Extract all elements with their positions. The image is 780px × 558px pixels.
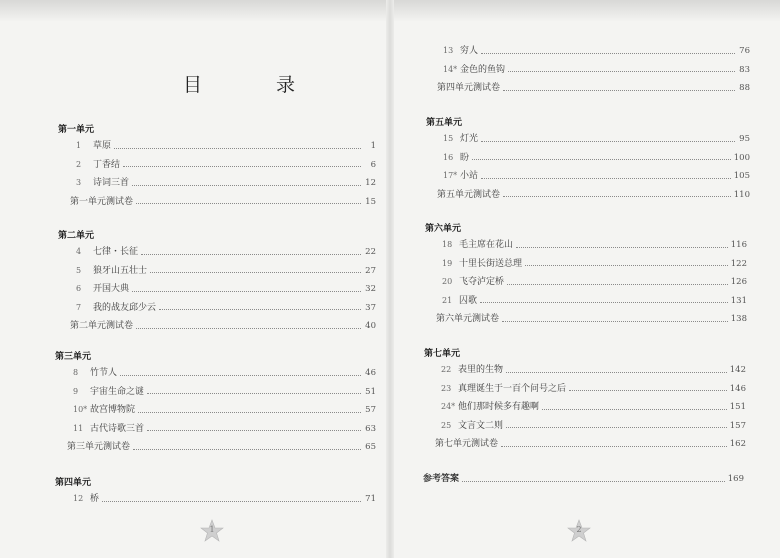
page-ref: 40 [365, 321, 376, 331]
dot-leader [508, 71, 735, 72]
page-number-star-icon [567, 519, 591, 543]
unit-test-entry[interactable] [437, 186, 750, 205]
dot-leader [114, 148, 361, 149]
page-ref: 57 [365, 405, 376, 415]
lesson-number: 25 [441, 420, 452, 430]
toc-entry[interactable] [441, 380, 746, 399]
lesson-number: 8 [73, 368, 79, 377]
dot-leader [503, 90, 735, 91]
lesson-number: 5 [76, 265, 82, 275]
lesson-number: 6 [76, 284, 82, 293]
dot-leader [136, 328, 361, 329]
toc-entry[interactable] [73, 364, 376, 383]
lesson-number: 22 [441, 365, 452, 374]
page-ref: 51 [365, 386, 376, 397]
test-title: 第四单元测试卷 [437, 83, 501, 93]
page-ref: 146 [729, 383, 746, 394]
lesson-title: 狼牙山五壮士 [93, 265, 148, 276]
toc-entry[interactable] [441, 417, 746, 436]
dot-leader [141, 254, 361, 255]
dot-leader [481, 53, 735, 54]
toc-entry[interactable] [443, 42, 750, 61]
dot-leader [506, 372, 727, 373]
page-ref: 126 [730, 277, 747, 287]
lesson-title: 我的战友邱少云 [93, 302, 157, 313]
lesson-title: 桥 [90, 494, 100, 504]
dot-leader [150, 272, 361, 273]
lesson-title: 盼 [460, 152, 470, 163]
lesson-title: 十里长街送总理 [459, 258, 523, 269]
dot-leader [147, 393, 361, 394]
toc-entry[interactable] [442, 273, 747, 292]
dot-leader [507, 284, 728, 285]
unit-2 [58, 229, 376, 336]
lesson-number: 13 [443, 46, 454, 55]
lesson-number: 21 [442, 295, 453, 305]
page-ref: 27 [365, 265, 376, 276]
lesson-number: 7 [76, 302, 82, 312]
toc-entry[interactable] [443, 130, 750, 149]
lesson-number: 15 [443, 134, 454, 143]
dot-leader [502, 321, 728, 322]
toc-entry[interactable] [441, 361, 746, 380]
unit-heading: 第一单元 [58, 125, 95, 135]
toc-entry[interactable] [76, 243, 376, 262]
lesson-number: 3 [76, 178, 82, 187]
page-ref: 83 [739, 64, 750, 75]
test-title: 第六单元测试卷 [436, 314, 500, 324]
toc-entry[interactable] [76, 280, 376, 299]
lesson-title: 古代诗歌三首 [90, 423, 145, 434]
lesson-title: 宇宙生命之谜 [90, 386, 145, 397]
unit-4 [55, 476, 376, 509]
toc-entry[interactable] [442, 255, 747, 274]
lesson-number: 9 [73, 386, 79, 396]
lesson-title: 表里的生物 [458, 365, 504, 375]
toc-entry[interactable] [76, 262, 376, 281]
page-ref: 76 [739, 46, 750, 56]
unit-heading: 第五单元 [426, 118, 463, 128]
page-ref: 142 [729, 365, 746, 375]
lesson-title: 穷人 [460, 46, 479, 56]
unit-test-entry[interactable] [435, 435, 746, 454]
unit-test-entry[interactable] [437, 79, 750, 98]
lesson-title: 文言文二则 [458, 420, 504, 431]
lesson-number: 14* [443, 64, 458, 74]
page-ref: 131 [730, 295, 747, 306]
answers-block [423, 470, 744, 489]
toc-entry[interactable] [73, 420, 376, 439]
answers-title: 参考答案 [423, 474, 460, 484]
toc-entry[interactable] [443, 149, 750, 168]
dot-leader [102, 501, 361, 502]
lesson-title: 飞夺泸定桥 [459, 277, 505, 287]
lesson-title: 毛主席在花山 [459, 240, 514, 250]
toc-entry[interactable] [76, 137, 376, 156]
lesson-title: 囚歌 [459, 295, 478, 306]
lesson-title: 真理诞生于一百个问号之后 [458, 383, 567, 394]
dot-leader [569, 390, 727, 391]
unit-heading: 第二单元 [58, 231, 95, 241]
toc-entry[interactable] [441, 398, 746, 417]
unit-test-entry[interactable] [70, 193, 376, 212]
page-ref: 15 [365, 196, 376, 207]
toc-entry[interactable] [442, 292, 747, 311]
dot-leader [501, 446, 727, 447]
page-ref: 122 [730, 258, 747, 269]
dot-leader [525, 265, 728, 266]
lesson-number: 16 [443, 152, 454, 162]
toc-entry[interactable] [443, 167, 750, 186]
dot-leader [147, 430, 361, 431]
toc-entry[interactable] [73, 401, 376, 420]
lesson-title: 灯光 [460, 134, 479, 144]
page-ref: 151 [729, 402, 746, 412]
page-ref: 12 [365, 178, 376, 188]
unit-heading: 第三单元 [55, 352, 92, 362]
page-ref: 162 [729, 439, 746, 449]
page-ref: 37 [365, 302, 376, 313]
page-ref: 157 [729, 420, 746, 431]
dot-leader [503, 196, 731, 197]
toc-entry[interactable] [76, 299, 376, 318]
lesson-title: 小站 [460, 171, 479, 181]
unit-test-entry[interactable] [70, 317, 376, 336]
answers-entry[interactable] [423, 470, 744, 489]
unit-heading: 第七单元 [424, 349, 461, 359]
test-title: 第三单元测试卷 [67, 442, 131, 452]
page-ref: 71 [365, 494, 376, 504]
page-ref: 95 [739, 134, 750, 144]
lesson-title: 金色的鱼钩 [460, 64, 506, 75]
test-title: 第五单元测试卷 [437, 189, 501, 200]
dot-leader [516, 247, 728, 248]
right-page [390, 0, 780, 558]
toc-entry[interactable] [76, 174, 376, 193]
dot-leader [481, 141, 735, 142]
dot-leader [481, 178, 731, 179]
test-title: 第七单元测试卷 [435, 439, 499, 449]
unit-7 [424, 347, 746, 454]
toc-entry[interactable] [73, 383, 376, 402]
dot-leader [480, 302, 728, 303]
page-ref: 6 [370, 159, 376, 170]
dot-leader [462, 481, 725, 482]
test-title: 第二单元测试卷 [70, 321, 134, 331]
lesson-number: 24* [441, 402, 456, 411]
lesson-number: 4 [76, 247, 82, 256]
unit-4-continued [437, 42, 750, 98]
dot-leader [123, 166, 361, 167]
page-number: 2 [576, 525, 582, 534]
dot-leader [542, 409, 727, 410]
lesson-number: 2 [76, 159, 82, 169]
lesson-number: 19 [442, 258, 453, 268]
unit-test-entry[interactable] [67, 438, 376, 457]
unit-1 [58, 123, 376, 211]
unit-test-entry[interactable] [436, 310, 747, 329]
lesson-title: 丁香结 [93, 159, 121, 170]
page-ref: 100 [733, 152, 750, 163]
lesson-title: 草原 [93, 141, 112, 151]
lesson-title: 他们那时候多有趣啊 [458, 402, 540, 412]
toc-title: 目 录 [183, 74, 330, 96]
page-ref: 116 [730, 240, 747, 250]
toc-entry[interactable] [443, 61, 750, 80]
dot-leader [138, 412, 361, 413]
dot-leader [133, 449, 361, 450]
lesson-title: 故宫博物院 [90, 405, 136, 415]
toc-entry[interactable] [76, 156, 376, 175]
dot-leader [159, 309, 361, 310]
page-ref: 65 [365, 442, 376, 452]
toc-entry[interactable] [73, 490, 376, 509]
page-ref: 105 [733, 171, 750, 181]
lesson-number: 20 [442, 277, 453, 286]
page-number: 1 [209, 525, 215, 534]
page-ref: 63 [365, 423, 376, 434]
lesson-title: 诗词三首 [93, 178, 130, 188]
page-ref: 22 [365, 247, 376, 257]
lesson-number: 18 [442, 240, 453, 249]
lesson-title: 七律・长征 [93, 247, 139, 257]
dot-leader [132, 185, 361, 186]
toc-entry[interactable] [442, 236, 747, 255]
lesson-number: 23 [441, 383, 452, 393]
page-ref: 46 [365, 368, 376, 378]
dot-leader [506, 427, 727, 428]
dot-leader [120, 375, 361, 376]
test-title: 第一单元测试卷 [70, 196, 134, 207]
unit-5 [426, 116, 750, 204]
lesson-number: 11 [73, 423, 84, 433]
dot-leader [472, 159, 731, 160]
unit-heading: 第六单元 [425, 224, 462, 234]
page-number-star-icon [200, 519, 224, 543]
lesson-number: 17* [443, 171, 458, 180]
page-ref: 32 [365, 284, 376, 294]
page-ref: 138 [730, 314, 747, 324]
lesson-title: 开国大典 [93, 284, 130, 294]
unit-6 [425, 222, 747, 329]
lesson-title: 竹节人 [90, 368, 118, 378]
page-ref: 169 [727, 474, 744, 484]
page-ref: 110 [733, 189, 750, 200]
unit-heading: 第四单元 [55, 478, 92, 488]
lesson-number: 10* [73, 405, 88, 414]
page-ref: 1 [370, 141, 376, 151]
dot-leader [132, 291, 361, 292]
lesson-number: 12 [73, 494, 84, 503]
lesson-number: 1 [76, 141, 82, 150]
dot-leader [136, 203, 361, 204]
page-ref: 88 [739, 83, 750, 93]
unit-3 [55, 350, 376, 457]
